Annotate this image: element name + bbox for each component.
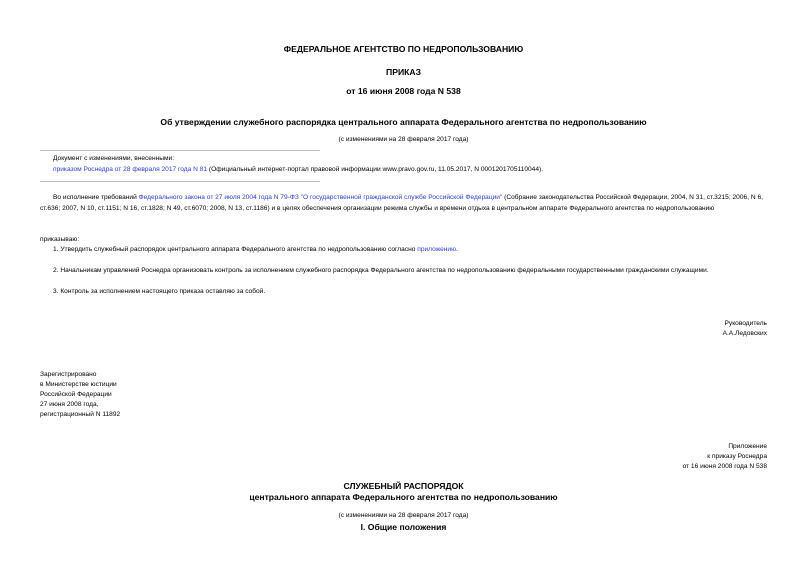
changes-label: Документ с изменениями, внесенными: — [53, 155, 175, 162]
preamble-start: Во исполнение требований — [53, 194, 139, 201]
registration-line-4: 27 июня 2008 года, — [40, 401, 99, 408]
amendment-note: (с изменениями на 28 февраля 2017 года) — [338, 136, 469, 143]
item-1-end: . — [456, 246, 458, 253]
appendix-amendment-note: (с изменениями на 28 февраля 2017 года) — [338, 512, 469, 519]
doc-title: Об утверждении служебного распорядка центрального аппарата Федерального агентства по недропользованию — [160, 117, 647, 127]
registration-line-2: в Министерстве юстиции — [40, 381, 117, 388]
changes-top-rule — [40, 150, 320, 151]
appendix-note-line-1: Приложение — [728, 443, 767, 450]
changes-source: (Официальный интернет-портал правовой информации www.pravo.gov.ru, 11.05.2017, N 0001201705110044). — [207, 166, 544, 173]
appendix-note-line-2: к приказу Роснедра — [707, 453, 767, 460]
appendix-note-line-3: от 16 июня 2008 года N 538 — [682, 463, 767, 470]
agency-heading: ФЕДЕРАЛЬНОЕ АГЕНТСТВО ПО НЕДРОПОЛЬЗОВАНИЮ — [283, 44, 524, 54]
changes-bottom-rule — [40, 181, 320, 182]
signature-name: А.А.Ледовских — [722, 330, 767, 337]
doc-type-heading: ПРИКАЗ — [386, 67, 421, 77]
appendix-title: СЛУЖЕБНЫЙ РАСПОРЯДОК — [343, 481, 464, 491]
changes-line — [53, 166, 773, 173]
signature-role: Руководитель — [724, 320, 767, 327]
item-1-text: 1. Утвердить служебный распорядок центрального аппарата Федерального агентства по недропользованию согласно — [53, 246, 418, 253]
registration-line-3: Российской Федерации — [40, 391, 112, 398]
item-2: 2. Начальникам управлений Роснедра организовать контроль за исполнением служебного распорядка Федерального агентства по недропользованию федеральными государственными гражданскими служащими. — [53, 267, 709, 274]
registration-block — [40, 370, 120, 420]
registration-line-5: регистрационный N 11892 — [40, 411, 121, 418]
appendix-note — [683, 442, 767, 472]
doc-date-number: от 16 июня 2008 года N 538 — [346, 86, 461, 96]
section-heading: I. Общие положения — [360, 522, 447, 532]
appendix-subtitle: центрального аппарата Федерального агентства по недропользованию — [249, 492, 558, 502]
preamble-rest: (Собрание законодательства Российской Федерации, 2004, N 31, ст.3215; 2006, N 6, ст.636; 2007, N 10, ст.1151; N 16, ст.1828; N 49, ст.6070; 2008, N 13, ст.1186) и в целях обеспечения организации режима службы и времени отдыха в центральном аппарате Федерального агентства по недропользованию — [40, 194, 763, 212]
item-1 — [53, 246, 458, 253]
federal-law-link[interactable]: Федерального закона от 27 июля 2004 года N 79-ФЗ "О государственной гражданской службе Российской Федерации" — [138, 194, 503, 201]
changes-order-link[interactable]: приказом Роснедра от 28 февраля 2017 года N 81 — [53, 166, 208, 173]
item-3: 3. Контроль за исполнением настоящего приказа оставляю за собой. — [53, 288, 266, 295]
appendix-link[interactable]: приложению — [417, 246, 457, 253]
preamble-paragraph — [40, 193, 770, 214]
order-word: приказываю: — [40, 236, 80, 243]
registration-line-1: Зарегистрировано — [40, 371, 97, 378]
